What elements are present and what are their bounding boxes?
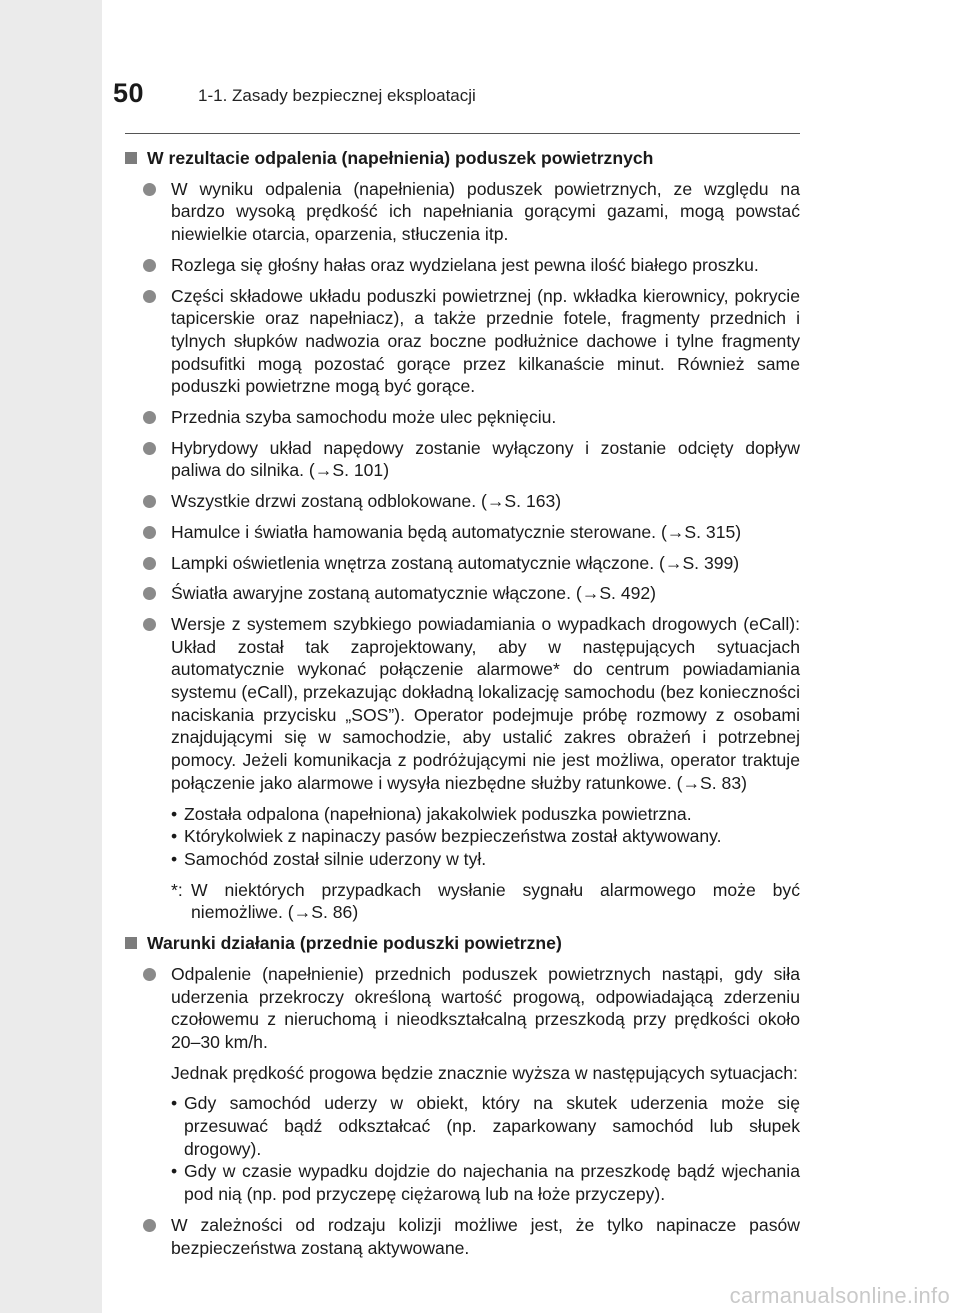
round-bullet-icon — [143, 442, 156, 455]
list-item — [125, 582, 800, 605]
sub-list-item — [171, 848, 800, 871]
square-bullet-icon — [125, 937, 137, 949]
dot-marker: • — [171, 1093, 178, 1114]
list-item-text: Wszystkie drzwi zostaną odblokowane. (→S. 163) — [171, 491, 562, 512]
sub-list-text: Została odpalona (napełniona) jakakolwiek poduszka powietrzna. — [184, 803, 692, 824]
list-item — [125, 521, 800, 544]
section-heading — [125, 932, 800, 955]
page-header — [0, 78, 960, 112]
footnote-marker: *: — [171, 879, 183, 900]
list-item — [125, 963, 800, 1054]
sub-list-item — [171, 803, 800, 826]
dot-marker: • — [171, 848, 178, 869]
sub-list — [125, 803, 800, 871]
dot-marker: • — [171, 1161, 178, 1182]
list-item — [125, 437, 800, 482]
list-item — [125, 254, 800, 277]
dot-marker: • — [171, 803, 178, 824]
list-item-text: Przednia szyba samochodu może ulec pęknięciu. — [171, 407, 557, 428]
list-item-text: Światła awaryjne zostaną automatycznie włączone. (→S. 492) — [171, 583, 657, 604]
list-item-text: W zależności od rodzaju kolizji możliwe jest, że tylko napinacze pasów bezpieczeństwa zostaną aktywowane. — [171, 1214, 800, 1258]
list-item-text: Wersje z systemem szybkiego powiadamiania o wypadkach drogowych (eCall): Układ został tak zaprojektowany, aby w następujących sytuacjach automatycznie wykonać połączenie alarmowe* do centrum powiadamiania systemu (eCall), przekazując dokładną lokalizację samochodu (bez konieczności naciskania przycisku „SOS”). Operator podejmuje próbę rozmowy z osobami znajdującymi się w samochodzie, aby ustalić zakres obrażeń i potrzebnej pomocy. Jeżeli komunikacja z podróżującymi nie jest możliwa, operator traktuje połączenie jako alarmowe i wysyła niezbędne służby ratunkowe. (→S. 83) — [171, 613, 800, 793]
round-bullet-icon — [143, 411, 156, 424]
header-divider — [125, 133, 800, 134]
footnote-text: W niektórych przypadkach wysłanie sygnału alarmowego może być niemożliwe. (→S. 86) — [191, 879, 800, 923]
round-bullet-icon — [143, 557, 156, 570]
round-bullet-icon — [143, 495, 156, 508]
list-item-text: W wyniku odpalenia (napełnienia) poduszek powietrznych, ze względu na bardzo wysoką prędkość ich napełniania gorącymi gazami, mogą powstać niewielkie otarcia, oparzenia, stłuczenia itp. — [171, 178, 800, 245]
page-number: 50 — [113, 78, 145, 108]
sub-list-text: Gdy samochód uderzy w obiekt, który na skutek uderzenia może się przesuwać bądź odkształcać (np. zaparkowany samochód lub słupek drogowy). — [184, 1093, 800, 1159]
list-item — [125, 178, 800, 246]
list-item — [125, 285, 800, 399]
round-bullet-icon — [143, 290, 156, 303]
list-item — [125, 613, 800, 795]
round-bullet-icon — [143, 618, 156, 631]
round-bullet-icon — [143, 587, 156, 600]
chapter-title: 1-1. Zasady bezpiecznej eksploatacji — [198, 86, 476, 105]
list-item-text: Odpalenie (napełnienie) przednich poduszek powietrznych nastąpi, gdy siła uderzenia przekroczy określoną wartość progową, odpowiadającą zderzeniu czołowemu z nieruchomą i nieodkształcalną przeszkodą przy prędkości około 20–30 km/h. — [171, 963, 800, 1052]
page-content — [125, 140, 800, 1267]
list-item-text: Hamulce i światła hamowania będą automatycznie sterowane. (→S. 315) — [171, 521, 742, 542]
dot-marker: • — [171, 826, 178, 847]
list-item-text: Części składowe układu poduszki powietrznej (np. wkładka kierownicy, pokrycie tapicerskie oraz napełniacz), a także przednie fotele, fragmenty przednich i tylnych słupków nadwozia oraz boczne podłużnice dachowe i tylne fragmenty podsufitki mogą pozostać gorące przez kilkanaście minut. Również same poduszki powietrzne mogą być gorące. — [171, 285, 800, 397]
sub-list-item — [171, 825, 800, 848]
round-bullet-icon — [143, 259, 156, 272]
watermark: carmanualsonline.info — [729, 1283, 950, 1308]
list-item — [125, 406, 800, 429]
sub-list-item — [171, 1160, 800, 1205]
round-bullet-icon — [143, 526, 156, 539]
section-title: Warunki działania (przednie poduszki powietrzne) — [147, 933, 562, 954]
sub-list-text: Gdy w czasie wypadku dojdzie do najechania na przeszkodę bądź wjechania pod nią (np. pod przyczepę ciężarową lub na łoże przyczepy). — [184, 1161, 800, 1205]
list-item — [125, 1214, 800, 1259]
sub-list-text: Samochód został silnie uderzony w tył. — [184, 848, 487, 869]
sub-list-text: Którykolwiek z napinaczy pasów bezpieczeństwa został aktywowany. — [184, 826, 722, 847]
paragraph: Jednak prędkość progowa będzie znacznie wyższa w następujących sytuacjach: — [171, 1062, 798, 1083]
list-item — [125, 552, 800, 575]
footnote — [125, 879, 800, 924]
sub-list — [125, 1092, 800, 1206]
side-strip — [0, 0, 102, 1313]
list-item-text: Hybrydowy układ napędowy zostanie wyłączony i zostanie odcięty dopływ paliwa do silnika. (→S. 101) — [171, 437, 800, 481]
section-heading — [125, 147, 800, 170]
section-title: W rezultacie odpalenia (napełnienia) poduszek powietrznych — [147, 148, 654, 168]
list-item-text: Lampki oświetlenia wnętrza zostaną automatycznie włączone. (→S. 399) — [171, 552, 740, 573]
sub-list-item — [171, 1092, 800, 1160]
square-bullet-icon — [125, 152, 137, 164]
round-bullet-icon — [143, 1219, 156, 1232]
list-item-text: Rozlega się głośny hałas oraz wydzielana jest pewna ilość białego proszku. — [171, 254, 759, 275]
round-bullet-icon — [143, 968, 156, 981]
list-item — [125, 490, 800, 513]
round-bullet-icon — [143, 183, 156, 196]
